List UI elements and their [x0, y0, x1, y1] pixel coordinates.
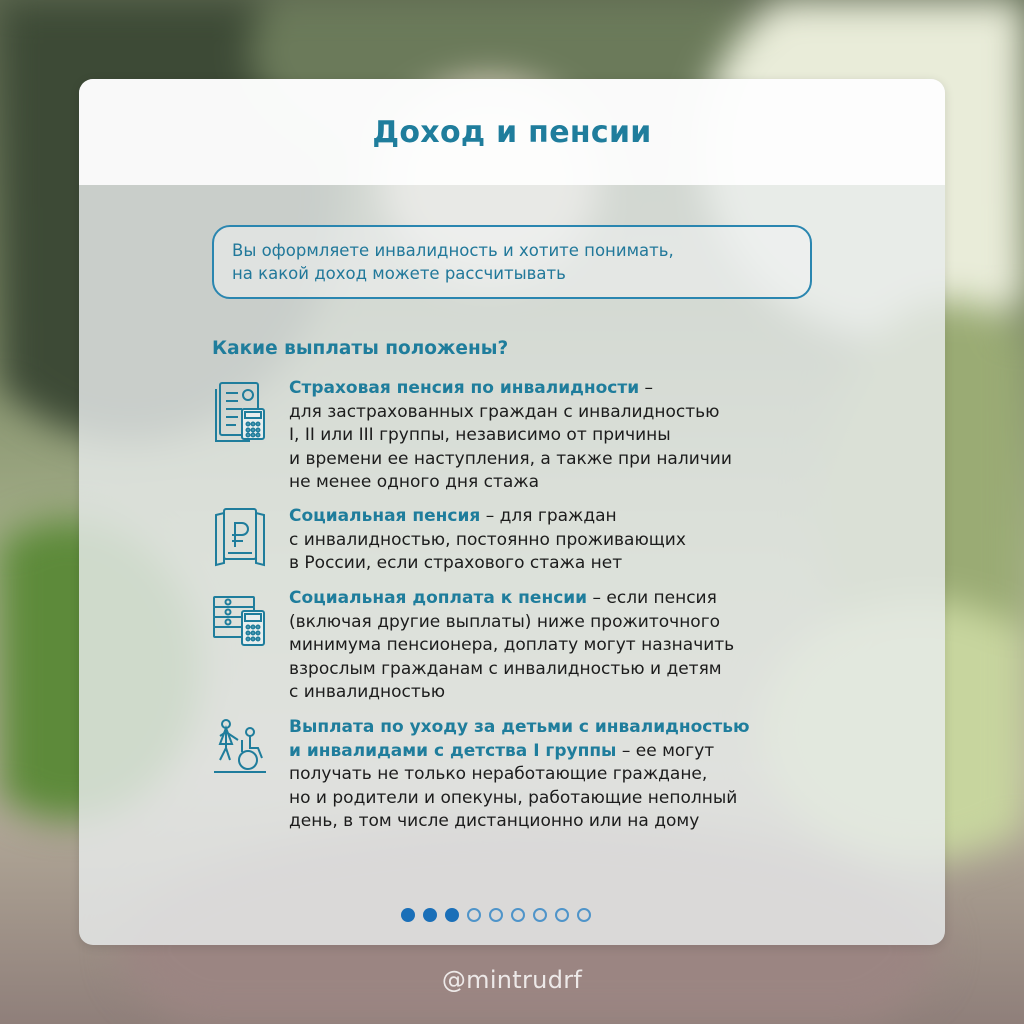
pagination-dots: [401, 908, 591, 922]
pagination-dot[interactable]: [445, 908, 459, 922]
payment-item-text: [289, 716, 849, 834]
payment-item-title: Страховая пенсия по инвалидности: [289, 378, 640, 398]
document-calculator-icon: [212, 379, 268, 443]
info-card: [79, 79, 945, 945]
intro-line: Вы оформляете инвалидность и хотите понимать,: [232, 241, 674, 260]
pagination-dot[interactable]: [533, 908, 547, 922]
payment-item-line: не менее одного дня стажа: [289, 472, 540, 492]
payment-item-text-part: – ее могут: [616, 740, 715, 761]
card-header: [79, 79, 945, 185]
caregiver-wheelchair-icon: [212, 718, 268, 782]
section-title: Какие выплаты положены?: [212, 338, 509, 359]
payment-item-line: (включая другие выплаты) ниже прожиточного: [289, 611, 721, 632]
payment-item-text-part: – если пенсия: [587, 588, 717, 608]
payment-item-text: [289, 377, 849, 495]
pagination-dot[interactable]: [577, 908, 591, 922]
pagination-dot[interactable]: [467, 908, 481, 922]
pagination-dot[interactable]: [555, 908, 569, 922]
payment-item-text: [289, 505, 849, 576]
payment-item-line: получать не только неработающие граждане,: [289, 764, 708, 784]
intro-line: на какой доход можете рассчитывать: [232, 264, 566, 283]
money-calculator-icon: [212, 589, 268, 653]
ruble-document-icon: [212, 507, 268, 571]
payment-item-line: минимума пенсионера, доплату могут назначить: [289, 635, 735, 655]
pagination-dot[interactable]: [401, 908, 415, 922]
payment-item-title: и инвалидами с детства I группы: [289, 740, 617, 761]
payment-item-text-part: – для граждан: [480, 506, 617, 526]
payment-item-line: для застрахованных граждан с инвалидностью: [289, 401, 720, 422]
payment-item-line: день, в том числе дистанционно или на дому: [289, 811, 700, 831]
payment-item-text-part: –: [639, 378, 654, 398]
payment-item-title: Социальная пенсия: [289, 506, 481, 526]
payment-item-line: с инвалидностью, постоянно проживающих: [289, 529, 686, 550]
payment-item-line: и времени ее наступления, а также при наличии: [289, 448, 732, 469]
payment-item-text: [289, 587, 849, 705]
account-handle: @mintrudrf: [441, 966, 583, 994]
page-title: Доход и пенсии: [372, 115, 652, 150]
payment-item-line: с инвалидностью: [289, 682, 446, 702]
intro-box: [212, 225, 812, 299]
pagination-dot[interactable]: [511, 908, 525, 922]
payment-item-title: Социальная доплата к пенсии: [289, 588, 588, 608]
payment-item-line: но и родители и опекуны, работающие неполный: [289, 787, 738, 808]
pagination-dot[interactable]: [489, 908, 503, 922]
payment-item-line: в России, если страхового стажа нет: [289, 553, 623, 573]
payment-item-line: взрослым гражданам с инвалидностью и детям: [289, 658, 722, 679]
pagination-dot[interactable]: [423, 908, 437, 922]
payment-item-line: I, II или III группы, независимо от причины: [289, 425, 671, 445]
payment-item-title: Выплата по уходу за детьми с инвалидностью: [289, 717, 750, 737]
